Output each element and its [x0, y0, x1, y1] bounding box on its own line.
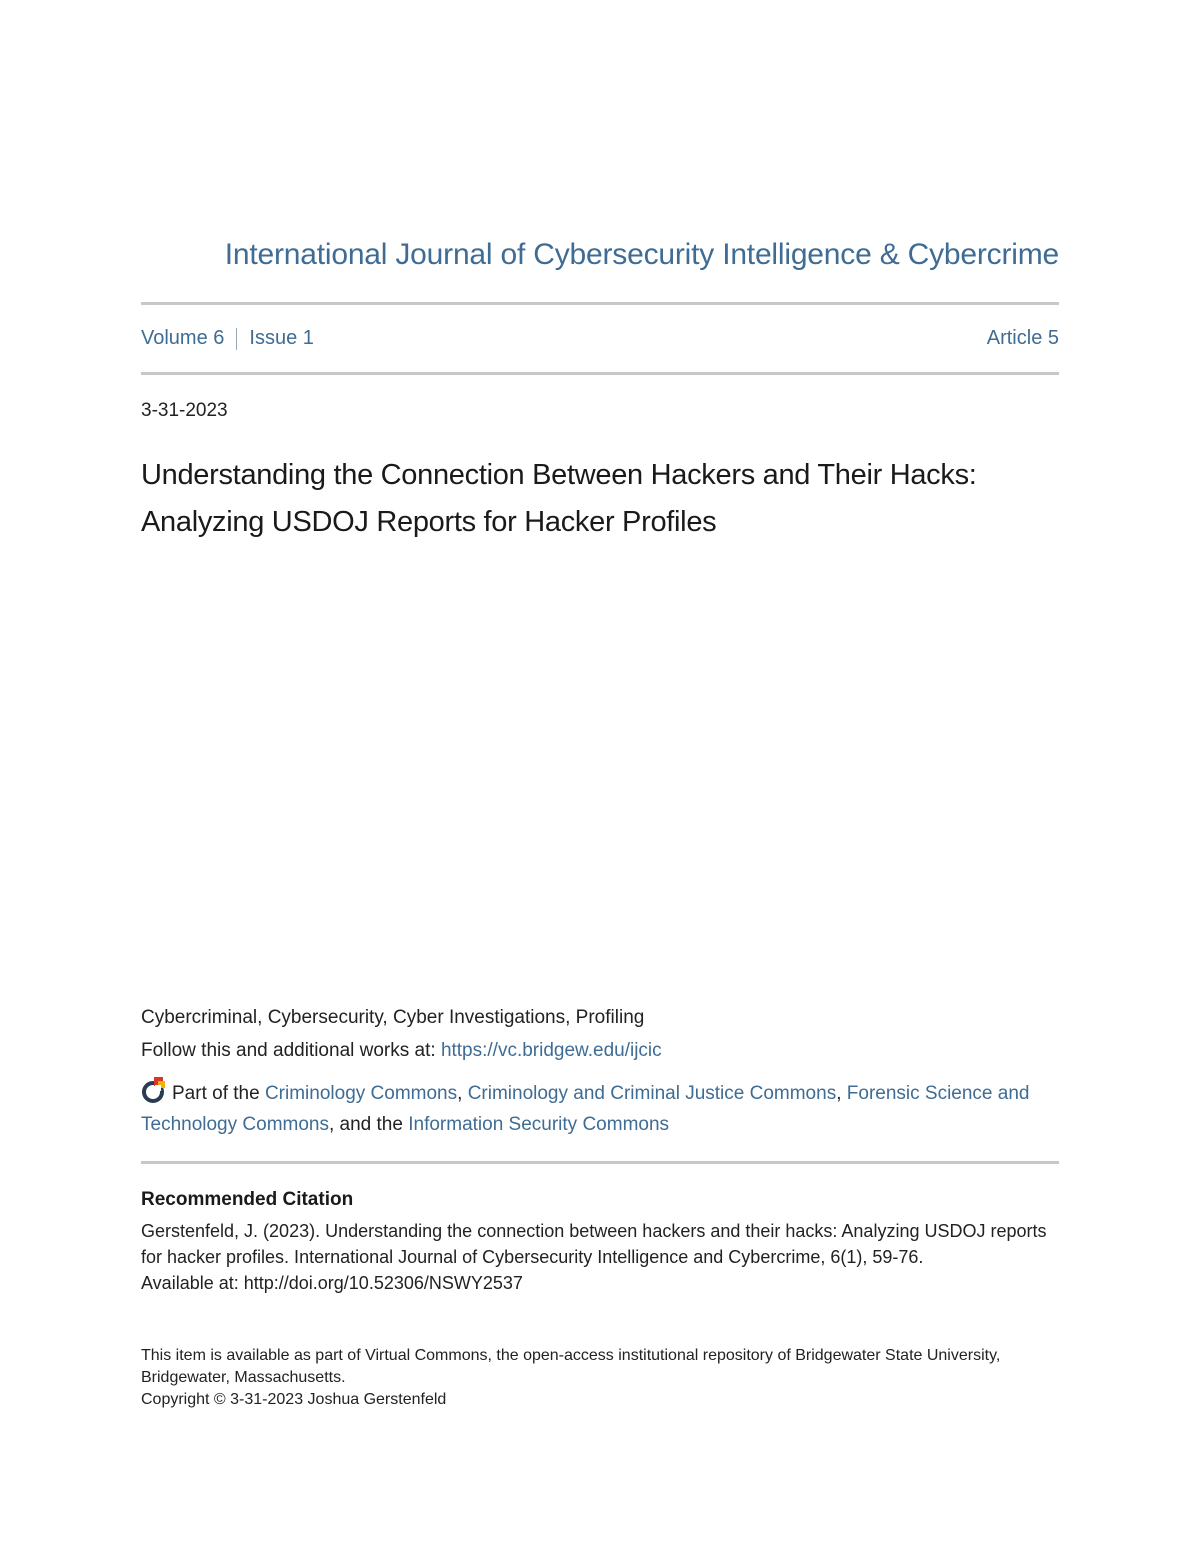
- article-title[interactable]: [141, 452, 1071, 546]
- criminology-criminal-justice-commons-link[interactable]: Criminology and Criminal Justice Commons: [467, 1083, 837, 1104]
- citation-heading: Recommended Citation: [141, 1189, 354, 1210]
- copyright-text: Copyright © 3-31-2023 Joshua Gerstenfeld: [141, 1391, 447, 1408]
- volume-issue-separator: [236, 328, 237, 350]
- forensic-science-technology-commons-link[interactable]: Forensic Science and Technology Commons: [141, 1083, 1030, 1135]
- criminology-commons-link[interactable]: Criminology Commons: [264, 1083, 458, 1104]
- issue-link[interactable]: Issue 1: [249, 327, 314, 349]
- article-link[interactable]: Article 5: [986, 327, 1059, 349]
- citation-text: Gerstenfeld, J. (2023). Understanding the connection between hackers and their hacks: Analyzing USDOJ reports for hacker profiles. International Journal of Cybersecurity Intelligence and Cybercrime, 6(1), 59-76.: [141, 1221, 1047, 1267]
- volume-issue-group: [141, 327, 314, 350]
- repository-notice: [141, 1345, 1041, 1411]
- publication-date: 3-31-2023: [141, 400, 228, 421]
- divider-top: [141, 302, 1059, 305]
- keywords: Cybercriminal, Cybersecurity, Cyber Investigations, Profiling: [141, 1007, 645, 1028]
- network-commons-icon: [141, 1076, 169, 1104]
- divider-bottom: [141, 1161, 1059, 1164]
- part-of-sep-1: ,: [457, 1083, 468, 1104]
- part-of-sep-2: ,: [836, 1083, 847, 1104]
- issue-info-row: [141, 327, 1059, 350]
- article-title-line-2: Analyzing USDOJ Reports for Hacker Profiles: [141, 506, 717, 538]
- volume-link[interactable]: Volume 6: [141, 327, 225, 349]
- article-title-line-1: Understanding the Connection Between Hackers and Their Hacks:: [141, 459, 977, 491]
- disciplines-line: [141, 1076, 1071, 1140]
- cover-page: [141, 0, 1059, 1553]
- follow-label: Follow this and additional works at:: [141, 1040, 441, 1061]
- citation-block: [141, 1218, 1066, 1296]
- divider-middle: [141, 372, 1059, 375]
- follow-line: [141, 1040, 662, 1062]
- part-of-sep-3: , and the: [328, 1114, 409, 1135]
- availability-text: This item is available as part of Virtual Commons, the open-access institutional repository of Bridgewater State University, Bridgewater, Massachusetts.: [141, 1347, 1001, 1386]
- citation-doi: Available at: http://doi.org/10.52306/NSWY2537: [141, 1273, 523, 1293]
- part-of-prefix: Part of the: [172, 1083, 265, 1104]
- journal-title[interactable]: International Journal of Cybersecurity Intelligence & Cybercrime: [224, 238, 1059, 271]
- information-security-commons-link[interactable]: Information Security Commons: [408, 1114, 670, 1135]
- repository-link[interactable]: https://vc.bridgew.edu/ijcic: [440, 1040, 662, 1061]
